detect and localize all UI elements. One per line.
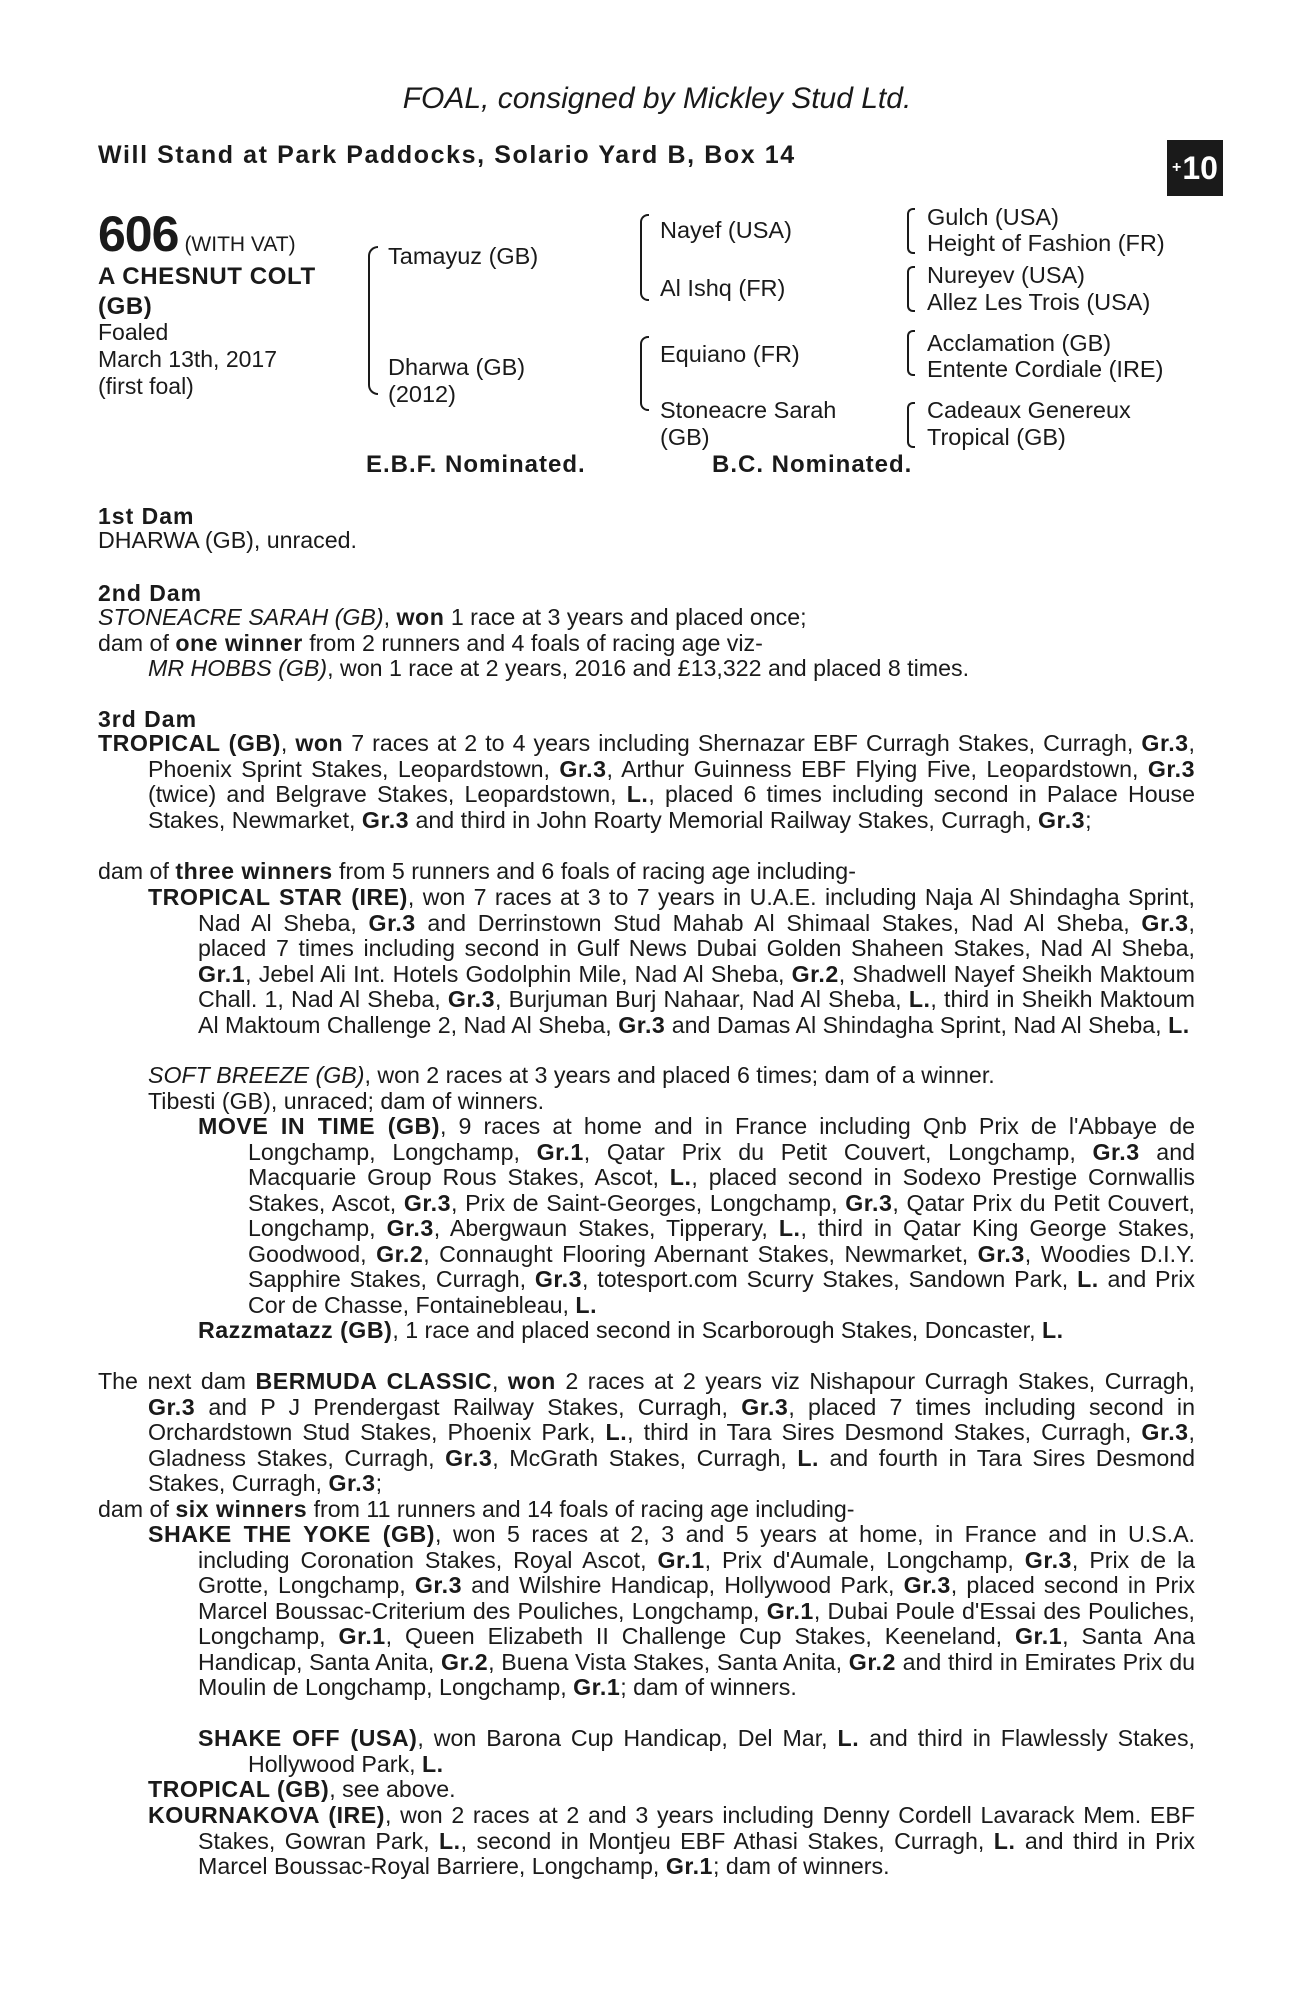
third-dam-produce [98, 859, 856, 885]
record-text: , Jebel Ali Int. Hotels Godolphin Mile, Nad Al Sheba, [245, 960, 792, 987]
grade-label: Gr.2 [791, 960, 839, 987]
tropical-see-above [148, 1777, 456, 1803]
record-text: and Prix Cor de Chasse, Fontainebleau, [248, 1266, 1195, 1318]
listed-label: L. [575, 1291, 598, 1318]
grade-label: Gr.1 [573, 1674, 621, 1700]
ebf-nominated: E.B.F. Nominated. [366, 451, 586, 478]
record-text: , Qatar Prix du Petit Couvert, Longchamp, [248, 1189, 1195, 1241]
pedigree-gdam-3: Cadeaux Genereux [927, 397, 1131, 423]
pedigree-gsire-2: Height of Fashion (FR) [927, 230, 1165, 256]
winner-count: one winner [175, 630, 303, 656]
record-text: , 1 race and placed second in Scarborough Stakes, Doncaster, [392, 1317, 1042, 1343]
record-text: 2 races at 2 years viz Nishapour Curragh Stakes, Curragh, [555, 1368, 1195, 1394]
record-text: , 9 races at home and in France including Qnb Prix de l'Abbaye de Longchamp, Longchamp, [248, 1113, 1195, 1165]
record-text: , third in Qatar King George Stakes, Goodwood, [248, 1215, 1195, 1267]
record-text: , Phoenix Sprint Stakes, Leopardstown, [148, 730, 1195, 782]
record-text: , won 7 races at 3 to 7 years in U.A.E. including Naja Al Shindagha Sprint, Nad Al Sheba, [198, 884, 1196, 936]
tibesti-record: Tibesti (GB), unraced; dam of winners. [148, 1088, 545, 1114]
foaled-label: Foaled [98, 319, 169, 345]
grade-label: Gr.1 [536, 1138, 584, 1165]
record-text: , placed second in Prix Marcel Boussac-Criterium des Pouliches, Longchamp, [198, 1572, 1195, 1624]
lot-vat: (WITH VAT) [184, 233, 296, 256]
record-text: , placed 7 times including second in Orchardstown Stud Stakes, Phoenix Park, [148, 1393, 1195, 1445]
record-text: , Prix de Saint-Georges, Longchamp, [451, 1189, 846, 1216]
runners-info: from 11 runners and 14 foals of racing age including- [307, 1496, 855, 1522]
listed-label: L. [778, 1215, 801, 1241]
pedigree-sire-sire: Nayef (USA) [660, 217, 792, 243]
lot-title-line2: (GB) [98, 293, 153, 320]
listed-label: L. [1168, 1011, 1190, 1038]
pedigree-gsire-1: Gulch (USA) [927, 204, 1059, 230]
grade-label: Gr.3 [1141, 730, 1189, 756]
record-text: , Connaught Flooring Abernant Stakes, Newmarket, [423, 1240, 978, 1267]
next-dam-record: The next dam BERMUDA CLASSIC, won 2 races at 2 years viz Nishapour Curragh Stakes, Curragh, Gr.3 and P J Prendergast Railway Stakes, Curragh, Gr.3, placed 7 times including second in Orchardstown Stud Stakes, Phoenix Park, L., third in Tara Sires Desmond Stakes, Curragh, Gr.3, Gladness Stakes, Curragh, Gr.3, McGrath Stakes, Curragh, L. and fourth in Tara Sires Desmond Stakes, Curragh, Gr.3; [98, 1368, 1196, 1496]
second-dam-line2 [98, 631, 763, 657]
listed-label: L. [626, 781, 649, 807]
listed-label: L. [837, 1725, 860, 1751]
badge-number: 10 [1182, 149, 1218, 186]
record-text: , McGrath Stakes, Curragh, [492, 1444, 798, 1471]
second-dam-heading: 2nd Dam [98, 580, 203, 606]
record-text: , Qatar Prix du Petit Couvert, Longchamp, [583, 1138, 1093, 1165]
record-text: and Macquarie Group Rous Stakes, Ascot, [248, 1138, 1195, 1190]
pedigree-gdam-4: Tropical (GB) [927, 424, 1066, 450]
won-label: won [295, 730, 344, 756]
second-dam-name: STONEACRE SARAH (GB) [98, 604, 384, 630]
grade-label: Gr.3 [1141, 1419, 1189, 1445]
record-text: , Dubai Poule d'Essai des Pouliches, Longchamp, [198, 1597, 1195, 1649]
grade-label: Gr.1 [198, 960, 246, 987]
grade-label: Gr.2 [376, 1240, 424, 1267]
grade-label: Gr.3 [1024, 1546, 1072, 1573]
record-text: , Burjuman Burj Nahaar, Nad Al Sheba, [495, 986, 909, 1012]
grade-label: Gr.2 [441, 1648, 489, 1675]
grade-label: Gr.1 [1015, 1623, 1063, 1649]
grade-label: Gr.3 [903, 1572, 951, 1598]
record-text: ; dam of winners. [712, 1853, 890, 1879]
progeny-name: MR HOBBS (GB) [148, 655, 328, 681]
record-text: and Damas Al Shindagha Sprint, Nad Al Sheba, [665, 1011, 1169, 1038]
grade-label: Gr.3 [414, 1572, 462, 1598]
listed-label: L. [605, 1419, 628, 1445]
pedigree-brace-main [368, 246, 378, 395]
listed-label: L. [993, 1827, 1016, 1854]
tropical-name: TROPICAL (GB) [98, 730, 281, 756]
progeny-name: TROPICAL (GB) [148, 1776, 330, 1802]
next-dam-intro: The next dam [98, 1368, 256, 1394]
record-text: , Shadwell Nayef Sheikh Maktoum Chall. 1, Nad Al Sheba, [198, 960, 1195, 1012]
pedigree-dam-dam-line1: Stoneacre Sarah [660, 397, 837, 423]
next-dam-produce [98, 1497, 855, 1523]
record-text: ; dam of winners. [620, 1674, 797, 1700]
lot-header [98, 205, 296, 263]
record-text: , placed 6 times including second in Palace House Stakes, Newmarket, [148, 781, 1195, 833]
grade-label: Gr.3 [534, 1266, 582, 1292]
grade-label: Gr.3 [447, 986, 496, 1012]
pedigree-gdam-2: Entente Cordiale (IRE) [927, 356, 1164, 382]
lot-title-line1: A CHESNUT COLT [98, 263, 316, 290]
dam-of-label: dam of [98, 630, 176, 656]
record-text: and third in John Roarty Memorial Railway Stakes, Curragh, [409, 806, 1038, 833]
soft-breeze-record [148, 1063, 995, 1089]
listed-label: L. [1041, 1317, 1064, 1343]
grade-label: Gr.1 [766, 1597, 814, 1624]
next-dam-name: BERMUDA CLASSIC [255, 1368, 492, 1394]
record-text: , Santa Ana Handicap, Santa Anita, [198, 1623, 1195, 1675]
pedigree-brace-sire [640, 214, 649, 301]
grade-label: Gr.1 [657, 1546, 705, 1573]
record-text: , Arthur Guinness EBF Flying Five, Leopardstown, [606, 755, 1148, 782]
runners-info: from 5 runners and 6 foals of racing age including- [332, 858, 856, 884]
pedigree-dam-dam-line2: (GB) [660, 424, 710, 450]
listed-label: L. [797, 1444, 819, 1471]
second-dam-line1: STONEACRE SARAH (GB), won 1 race at 3 years and placed once; [98, 604, 807, 630]
won-label: won [396, 604, 445, 630]
runners-info: from 2 runners and 4 foals of racing age viz- [302, 630, 763, 656]
winner-count: three winners [175, 858, 333, 884]
record-text: and Wilshire Handicap, Hollywood Park, [461, 1572, 904, 1598]
record-text: and third in Emirates Prix du Moulin de Longchamp, Longchamp, [198, 1648, 1195, 1700]
record-text: , Prix de la Grotte, Longchamp, [198, 1546, 1195, 1598]
grade-label: Gr.3 [1037, 806, 1086, 833]
second-dam-line3 [148, 656, 969, 682]
dam-of-label: dam of [98, 1496, 176, 1522]
record-text: , Gladness Stakes, Curragh, [148, 1419, 1195, 1471]
record-text: , totesport.com Scurry Stakes, Sandown Park, [582, 1266, 1078, 1292]
record-text: , third in Sheikh Maktoum Al Maktoum Challenge 2, Nad Al Sheba, [198, 986, 1196, 1038]
record-text: , won 5 races at 2, 3 and 5 years at home, in France and in U.S.A. including Coronation Stakes, Royal Ascot, [198, 1521, 1195, 1573]
grade-label: Gr.3 [559, 755, 607, 782]
grade-label: Gr.3 [618, 1011, 666, 1038]
record-text: , placed second in Sodexo Prestige Cornwallis Stakes, Ascot, [248, 1164, 1196, 1216]
record-text: ; [1085, 806, 1092, 833]
foaled-date: March 13th, 2017 [98, 346, 278, 372]
pedigree-gsire-3: Nureyev (USA) [927, 262, 1086, 288]
record-text: , Buena Vista Stakes, Santa Anita, [488, 1648, 849, 1675]
record-text: , won 2 races at 2 and 3 years including Denny Cordell Lavarack Mem. EBF Stakes, Gowran Park, [198, 1802, 1195, 1854]
record-text: , won Barona Cup Handicap, Del Mar, [417, 1725, 838, 1751]
listed-label: L. [1077, 1266, 1099, 1292]
winner-count: six winners [175, 1496, 308, 1522]
grade-label: Gr.3 [1147, 755, 1196, 782]
progeny-name: SOFT BREEZE (GB) [148, 1062, 365, 1088]
bc-nominated: B.C. Nominated. [712, 451, 913, 478]
first-dam-heading: 1st Dam [98, 503, 195, 529]
grade-label: Gr.3 [845, 1189, 893, 1216]
record-text: and third in Prix Marcel Boussac-Royal Barriere, Longchamp, [198, 1827, 1195, 1879]
listed-label: L. [421, 1750, 444, 1777]
progeny-name: MOVE IN TIME (GB) [198, 1113, 440, 1139]
pedigree-dam-sire: Equiano (FR) [660, 341, 800, 367]
listed-label: L. [439, 1827, 461, 1854]
lot-badge [1167, 140, 1223, 196]
pedigree-sire: Tamayuz (GB) [388, 243, 539, 269]
pedigree-brace-g1 [907, 208, 915, 254]
page-title: FOAL, consigned by Mickley Stud Ltd. [402, 82, 912, 115]
progeny-name: KOURNAKOVA (IRE) [148, 1802, 385, 1828]
tropical-star-record [148, 885, 1195, 1038]
record-text: and third in Flawlessly Stakes, Hollywood Park, [248, 1725, 1195, 1777]
first-dam-text: DHARWA (GB), unraced. [98, 527, 358, 553]
kournakova-record [148, 1803, 1195, 1880]
pedigree-brace-g2 [907, 266, 915, 312]
tropical-record: TROPICAL (GB), won 7 races at 2 to 4 years including Shernazar EBF Curragh Stakes, Curragh, Gr.3, Phoenix Sprint Stakes, Leopardstown, Gr.3, Arthur Guinness EBF Flying Five, Leopardstown, Gr.3 (twice) and Belgrave Stakes, Leopardstown, L., placed 6 times including second in Palace House Stakes, Newmarket, Gr.3 and third in John Roarty Memorial Railway Stakes, Curragh, Gr.3; [98, 730, 1196, 833]
grade-label: Gr.3 [445, 1444, 493, 1471]
grade-label: Gr.2 [848, 1648, 896, 1675]
pedigree-dam-line2: (2012) [388, 381, 456, 407]
record-text: , second in Montjeu EBF Athasi Stakes, Curragh, [460, 1827, 994, 1854]
pedigree-brace-dam [640, 336, 649, 411]
listed-label: L. [908, 986, 931, 1012]
record-text: , see above. [329, 1776, 456, 1802]
dam-of-label: dam of [98, 858, 176, 884]
listed-label: L. [669, 1164, 692, 1190]
record-text: , won 2 races at 3 years and placed 6 times; dam of a winner. [364, 1062, 995, 1088]
record-text: and Derrinstown Stud Mahab Al Shimaal Stakes, Nad Al Sheba, [415, 909, 1142, 936]
foaled-info [98, 319, 277, 400]
move-in-time-record [198, 1114, 1195, 1318]
grade-label: Gr.3 [328, 1470, 376, 1496]
record-text: and P J Prendergast Railway Stakes, Curragh, [195, 1393, 742, 1420]
pedigree-sire-dam: Al Ishq (FR) [660, 275, 786, 301]
record-text: , Prix d'Aumale, Longchamp, [704, 1546, 1025, 1573]
foaled-note: (first foal) [98, 373, 194, 399]
grade-label: Gr.3 [977, 1240, 1025, 1267]
record-text: , Woodies D.I.Y. Sapphire Stakes, Curragh, [248, 1240, 1195, 1292]
grade-label: Gr.3 [386, 1215, 434, 1241]
record-text: and fourth in Tara Sires Desmond Stakes, Curragh, [148, 1444, 1196, 1496]
shake-the-yoke-record [148, 1522, 1195, 1701]
progeny-record: , won 1 race at 2 years, 2016 and £13,322 and placed 8 times. [327, 655, 970, 681]
record-text: , placed 7 times including second in Gulf News Dubai Golden Shaheen Stakes, Nad Al Sheba, [198, 909, 1195, 961]
grade-label: Gr.1 [338, 1623, 386, 1649]
badge-plus: + [1172, 159, 1182, 176]
pedigree-brace-g4 [907, 402, 915, 448]
progeny-name: Razzmatazz (GB) [198, 1317, 393, 1343]
second-dam-record: 1 race at 3 years and placed once; [444, 604, 807, 630]
grade-label: Gr.3 [148, 1393, 196, 1420]
third-dam-heading: 3rd Dam [98, 706, 198, 732]
record-text: , third in Tara Sires Desmond Stakes, Curragh, [627, 1419, 1142, 1445]
grade-label: Gr.3 [403, 1189, 451, 1216]
pedigree-brace-g3 [907, 330, 915, 376]
lot-number: 606 [98, 206, 179, 262]
grade-label: Gr.3 [1141, 909, 1189, 936]
record-text: , Abergwaun Stakes, Tipperary, [433, 1215, 779, 1241]
record-text: , Queen Elizabeth II Challenge Cup Stakes, Keeneland, [385, 1623, 1015, 1649]
record-text: (twice) and Belgrave Stakes, Leopardstown, [148, 781, 627, 807]
grade-label: Gr.3 [741, 1393, 789, 1420]
record-text: 7 races at 2 to 4 years including Shernazar EBF Curragh Stakes, Curragh, [343, 730, 1142, 756]
progeny-name: SHAKE THE YOKE (GB) [148, 1521, 436, 1547]
razzmatazz-record [198, 1318, 1064, 1344]
won-label: won [507, 1368, 556, 1394]
pedigree-dam-line1: Dharwa (GB) [388, 354, 526, 380]
grade-label: Gr.3 [1092, 1138, 1140, 1165]
shake-off-record [198, 1726, 1195, 1777]
grade-label: Gr.3 [361, 806, 410, 833]
record-text: ; [375, 1470, 383, 1496]
pedigree-gdam-1: Acclamation (GB) [927, 330, 1112, 356]
pedigree-gsire-4: Allez Les Trois (USA) [927, 289, 1151, 315]
lot-title [98, 262, 316, 322]
progeny-name: TROPICAL STAR (IRE) [148, 884, 408, 910]
grade-label: Gr.3 [368, 909, 416, 936]
grade-label: Gr.1 [665, 1853, 713, 1879]
progeny-name: SHAKE OFF (USA) [198, 1725, 418, 1751]
stand-location: Will Stand at Park Paddocks, Solario Yard B, Box 14 [98, 141, 796, 169]
